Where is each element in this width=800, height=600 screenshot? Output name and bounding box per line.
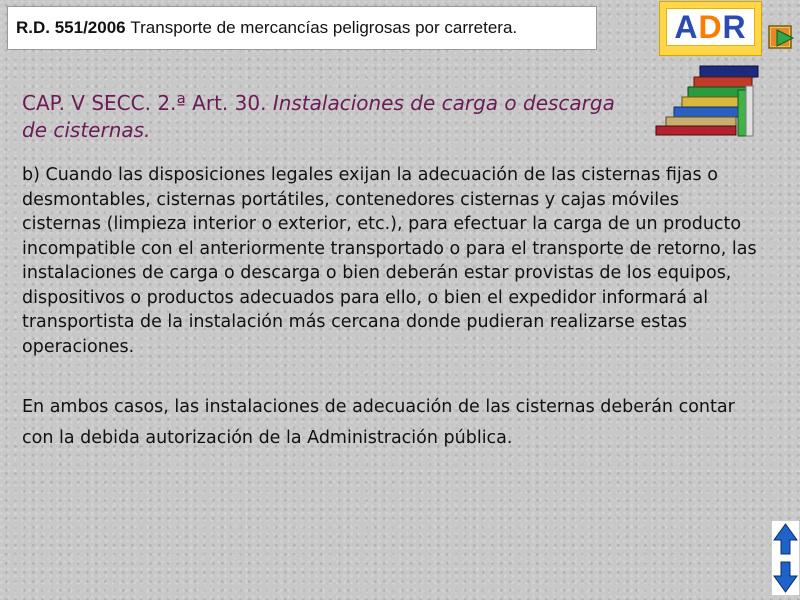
paragraph-conditions: b) Cuando las disposiciones legales exijan la adecuación de las cisternas fijas o desmontables, cisternas portátiles, contenedores cisternas y cajas móviles cisternas (limpieza interior o exterior, etc.), para efectuar la carga de un producto incompatible con el anteriormente transportado o para el transporte de retorno, las instalaciones de carga o descarga o bien deberán estar provistas de los equipos, dispositivos o productos adecuados para ello, o bien el expedidor informará al transportista de la instalación más cercana donde pudieran realizarse estas operaciones. — [22, 165, 757, 357]
article-title: Instalaciones de carga o descarga de cisternas. — [22, 91, 615, 142]
article-heading — [22, 90, 622, 144]
paragraph-authorization: En ambos casos, las instalaciones de adecuación de las cisternas deberán contar con la debida autorización de la Administración pública. — [22, 397, 735, 448]
home-arrow-icon[interactable] — [767, 20, 797, 52]
chapter-reference: CAP. V SECC. 2.ª Art. 30. — [22, 91, 267, 115]
logo-letter-r: R — [722, 8, 747, 45]
up-down-arrows-icon[interactable] — [771, 520, 800, 596]
decree-reference: R.D. 551/2006 — [16, 18, 126, 37]
adr-logo — [659, 1, 762, 56]
logo-letter-d: D — [698, 8, 723, 45]
decree-subject: Transporte de mercancías peligrosas por carretera. — [130, 18, 518, 37]
books-stack-icon — [652, 62, 764, 138]
logo-letter-a: A — [674, 8, 699, 45]
header-banner — [7, 6, 597, 50]
